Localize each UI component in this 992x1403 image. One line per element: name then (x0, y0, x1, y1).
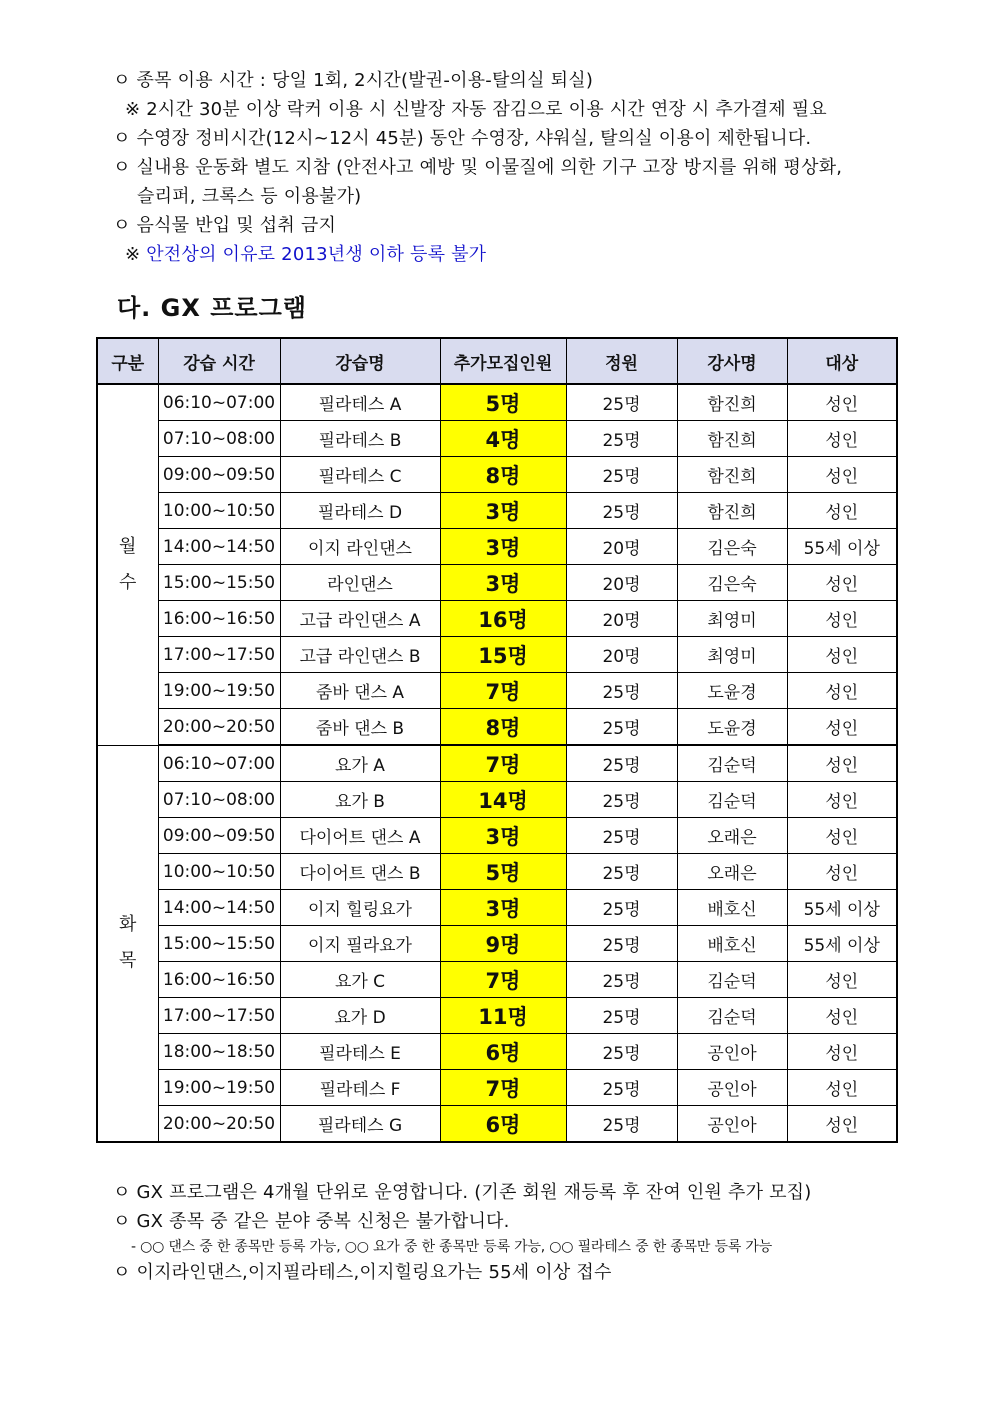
class-name-cell: 고급 라인댄스 A (280, 601, 440, 637)
additional-openings-cell: 3명 (440, 890, 566, 926)
additional-openings-cell: 5명 (440, 384, 566, 421)
instructor-cell: 김순덕 (677, 962, 787, 998)
class-time-cell: 15:00~15:50 (158, 565, 280, 601)
capacity-cell: 25명 (566, 890, 677, 926)
additional-openings-cell: 7명 (440, 962, 566, 998)
instructor-cell: 도윤경 (677, 709, 787, 746)
instructor-cell: 배호신 (677, 890, 787, 926)
class-name-cell: 요가 B (280, 782, 440, 818)
class-name-cell: 필라테스 F (280, 1070, 440, 1106)
class-time-cell: 16:00~16:50 (158, 962, 280, 998)
target-cell: 성인 (787, 1034, 897, 1070)
target-cell: 성인 (787, 565, 897, 601)
class-name-cell: 요가 C (280, 962, 440, 998)
note-indoor-shoes: ㅇ 실내용 운동화 별도 지참 (안전사고 예방 및 이물질에 의한 기구 고장 방지를 위해 평상화, (113, 157, 843, 178)
capacity-cell: 25명 (566, 926, 677, 962)
class-time-cell: 14:00~14:50 (158, 890, 280, 926)
age-restriction-text: 안전상의 이유로 2013년생 이하 등록 불가 (146, 244, 487, 265)
target-cell: 성인 (787, 493, 897, 529)
class-time-cell: 10:00~10:50 (158, 493, 280, 529)
additional-openings-cell: 7명 (440, 745, 566, 782)
class-time-cell: 09:00~09:50 (158, 818, 280, 854)
class-time-cell: 16:00~16:50 (158, 601, 280, 637)
table-row (97, 493, 897, 529)
additional-openings-cell: 3명 (440, 493, 566, 529)
capacity-cell: 25명 (566, 457, 677, 493)
note-no-food: ㅇ 음식물 반입 및 섭취 금지 (113, 215, 337, 236)
day-group-cell (97, 745, 158, 1142)
target-cell: 성인 (787, 637, 897, 673)
note-age-restriction (113, 240, 913, 269)
section-title: 다. GX 프로그램 (117, 294, 307, 322)
table-row (97, 1034, 897, 1070)
capacity-cell: 25명 (566, 782, 677, 818)
target-cell: 성인 (787, 745, 897, 782)
target-cell: 성인 (787, 962, 897, 998)
additional-openings-cell: 11명 (440, 998, 566, 1034)
note-four-month-term: ㅇ GX 프로그램은 4개월 단위로 운영합니다. (기존 회원 재등록 후 잔여 인원 추가 모집) (113, 1182, 812, 1203)
class-time-cell: 17:00~17:50 (158, 998, 280, 1034)
instructor-cell: 함진희 (677, 384, 787, 421)
instructor-cell: 도윤경 (677, 673, 787, 709)
class-name-cell: 필라테스 D (280, 493, 440, 529)
header-additional-openings: 추가모집인원 (440, 338, 566, 384)
instructor-cell: 김은숙 (677, 565, 787, 601)
instructor-cell: 공인아 (677, 1070, 787, 1106)
capacity-cell: 25명 (566, 421, 677, 457)
table-row (97, 601, 897, 637)
header-capacity: 정원 (566, 338, 677, 384)
class-name-cell: 줌바 댄스 B (280, 709, 440, 746)
target-cell: 55세 이상 (787, 926, 897, 962)
table-row (97, 890, 897, 926)
class-name-cell: 요가 A (280, 745, 440, 782)
note-indoor-shoes-cont: 슬리퍼, 크록스 등 이용불가) (137, 186, 362, 207)
table-row (97, 745, 897, 782)
class-time-cell: 20:00~20:50 (158, 1106, 280, 1143)
header-instructor: 강사명 (677, 338, 787, 384)
table-row (97, 709, 897, 746)
table-row (97, 637, 897, 673)
note-easy-class-age: ㅇ 이지라인댄스,이지필라테스,이지힐링요가는 55세 이상 접수 (113, 1262, 612, 1283)
instructor-cell: 함진희 (677, 421, 787, 457)
class-time-cell: 07:10~08:00 (158, 421, 280, 457)
header-class-name: 강습명 (280, 338, 440, 384)
target-cell: 성인 (787, 457, 897, 493)
additional-openings-cell: 9명 (440, 926, 566, 962)
table-row (97, 384, 897, 421)
day-label: 수 (119, 571, 137, 593)
instructor-cell: 오래은 (677, 818, 787, 854)
target-cell: 성인 (787, 1106, 897, 1143)
capacity-cell: 25명 (566, 1070, 677, 1106)
table-row (97, 782, 897, 818)
table-row (97, 962, 897, 998)
footer-notes (113, 1178, 913, 1287)
capacity-cell: 25명 (566, 673, 677, 709)
target-cell: 성인 (787, 673, 897, 709)
note-pool-maintenance: ㅇ 수영장 정비시간(12시~12시 45분) 동안 수영장, 샤워실, 탈의실 이용이 제한됩니다. (113, 128, 812, 149)
class-name-cell: 필라테스 B (280, 421, 440, 457)
class-time-cell: 06:10~07:00 (158, 384, 280, 421)
table-row (97, 673, 897, 709)
target-cell: 성인 (787, 709, 897, 746)
target-cell: 성인 (787, 998, 897, 1034)
note-locker-extension: ※ 2시간 30분 이상 락커 이용 시 신발장 자동 잠김으로 이용 시간 연장 시 추가결제 필요 (125, 99, 827, 120)
target-cell: 성인 (787, 1070, 897, 1106)
additional-openings-cell: 8명 (440, 709, 566, 746)
target-cell: 성인 (787, 421, 897, 457)
note-duplicate-detail: - ○○ 댄스 중 한 종목만 등록 가능, ○○ 요가 중 한 종목만 등록 가능, ○○ 필라테스 중 한 종목만 등록 가능 (131, 1239, 773, 1255)
day-label: 목 (119, 950, 137, 972)
capacity-cell: 20명 (566, 529, 677, 565)
capacity-cell: 25명 (566, 709, 677, 746)
class-name-cell: 다이어트 댄스 A (280, 818, 440, 854)
day-label: 월 (119, 535, 137, 557)
class-name-cell: 요가 D (280, 998, 440, 1034)
target-cell: 성인 (787, 601, 897, 637)
instructor-cell: 김순덕 (677, 998, 787, 1034)
class-name-cell: 다이어트 댄스 B (280, 854, 440, 890)
class-time-cell: 09:00~09:50 (158, 457, 280, 493)
class-time-cell: 17:00~17:50 (158, 637, 280, 673)
gx-program-table (96, 337, 898, 1143)
class-time-cell: 07:10~08:00 (158, 782, 280, 818)
target-cell: 55세 이상 (787, 890, 897, 926)
class-name-cell: 줌바 댄스 A (280, 673, 440, 709)
table-row (97, 421, 897, 457)
table-header-row (97, 338, 897, 384)
table-row (97, 1070, 897, 1106)
capacity-cell: 25명 (566, 998, 677, 1034)
class-name-cell: 이지 필라요가 (280, 926, 440, 962)
additional-openings-cell: 14명 (440, 782, 566, 818)
note-usage-time: ㅇ 종목 이용 시간 : 당일 1회, 2시간(발권-이용-탈의실 퇴실) (113, 70, 594, 91)
additional-openings-cell: 3명 (440, 818, 566, 854)
additional-openings-cell: 16명 (440, 601, 566, 637)
table-row (97, 457, 897, 493)
additional-openings-cell: 7명 (440, 1070, 566, 1106)
instructor-cell: 함진희 (677, 457, 787, 493)
capacity-cell: 25명 (566, 493, 677, 529)
usage-notes (113, 66, 913, 269)
instructor-cell: 최영미 (677, 637, 787, 673)
instructor-cell: 공인아 (677, 1106, 787, 1143)
class-name-cell: 이지 힐링요가 (280, 890, 440, 926)
class-name-cell: 이지 라인댄스 (280, 529, 440, 565)
class-name-cell: 필라테스 C (280, 457, 440, 493)
class-time-cell: 15:00~15:50 (158, 926, 280, 962)
additional-openings-cell: 15명 (440, 637, 566, 673)
class-name-cell: 필라테스 E (280, 1034, 440, 1070)
instructor-cell: 공인아 (677, 1034, 787, 1070)
capacity-cell: 25명 (566, 818, 677, 854)
class-time-cell: 19:00~19:50 (158, 1070, 280, 1106)
table-row (97, 998, 897, 1034)
capacity-cell: 25명 (566, 1034, 677, 1070)
class-time-cell: 18:00~18:50 (158, 1034, 280, 1070)
additional-openings-cell: 7명 (440, 673, 566, 709)
capacity-cell: 25명 (566, 745, 677, 782)
instructor-cell: 김순덕 (677, 782, 787, 818)
table-row (97, 529, 897, 565)
class-name-cell: 라인댄스 (280, 565, 440, 601)
reference-mark: ※ (125, 244, 141, 265)
instructor-cell: 배호신 (677, 926, 787, 962)
class-time-cell: 06:10~07:00 (158, 745, 280, 782)
table-row (97, 854, 897, 890)
note-no-duplicate: ㅇ GX 종목 중 같은 분야 중복 신청은 불가합니다. (113, 1211, 510, 1232)
class-name-cell: 고급 라인댄스 B (280, 637, 440, 673)
header-class-time: 강습 시간 (158, 338, 280, 384)
header-target: 대상 (787, 338, 897, 384)
additional-openings-cell: 6명 (440, 1106, 566, 1143)
additional-openings-cell: 4명 (440, 421, 566, 457)
table-row (97, 818, 897, 854)
class-time-cell: 10:00~10:50 (158, 854, 280, 890)
table-row (97, 1106, 897, 1143)
additional-openings-cell: 3명 (440, 529, 566, 565)
additional-openings-cell: 6명 (440, 1034, 566, 1070)
capacity-cell: 20명 (566, 565, 677, 601)
table-row (97, 926, 897, 962)
class-time-cell: 14:00~14:50 (158, 529, 280, 565)
instructor-cell: 김은숙 (677, 529, 787, 565)
class-name-cell: 필라테스 G (280, 1106, 440, 1143)
class-time-cell: 19:00~19:50 (158, 673, 280, 709)
target-cell: 성인 (787, 854, 897, 890)
day-label: 화 (119, 914, 137, 936)
additional-openings-cell: 8명 (440, 457, 566, 493)
day-group-cell (97, 384, 158, 745)
instructor-cell: 김순덕 (677, 745, 787, 782)
additional-openings-cell: 5명 (440, 854, 566, 890)
capacity-cell: 20명 (566, 637, 677, 673)
class-name-cell: 필라테스 A (280, 384, 440, 421)
target-cell: 성인 (787, 782, 897, 818)
target-cell: 55세 이상 (787, 529, 897, 565)
instructor-cell: 함진희 (677, 493, 787, 529)
capacity-cell: 25명 (566, 962, 677, 998)
additional-openings-cell: 3명 (440, 565, 566, 601)
capacity-cell: 25명 (566, 854, 677, 890)
target-cell: 성인 (787, 818, 897, 854)
class-time-cell: 20:00~20:50 (158, 709, 280, 746)
capacity-cell: 25명 (566, 384, 677, 421)
instructor-cell: 최영미 (677, 601, 787, 637)
header-category: 구분 (97, 338, 158, 384)
table-row (97, 565, 897, 601)
target-cell: 성인 (787, 384, 897, 421)
capacity-cell: 20명 (566, 601, 677, 637)
capacity-cell: 25명 (566, 1106, 677, 1143)
instructor-cell: 오래은 (677, 854, 787, 890)
